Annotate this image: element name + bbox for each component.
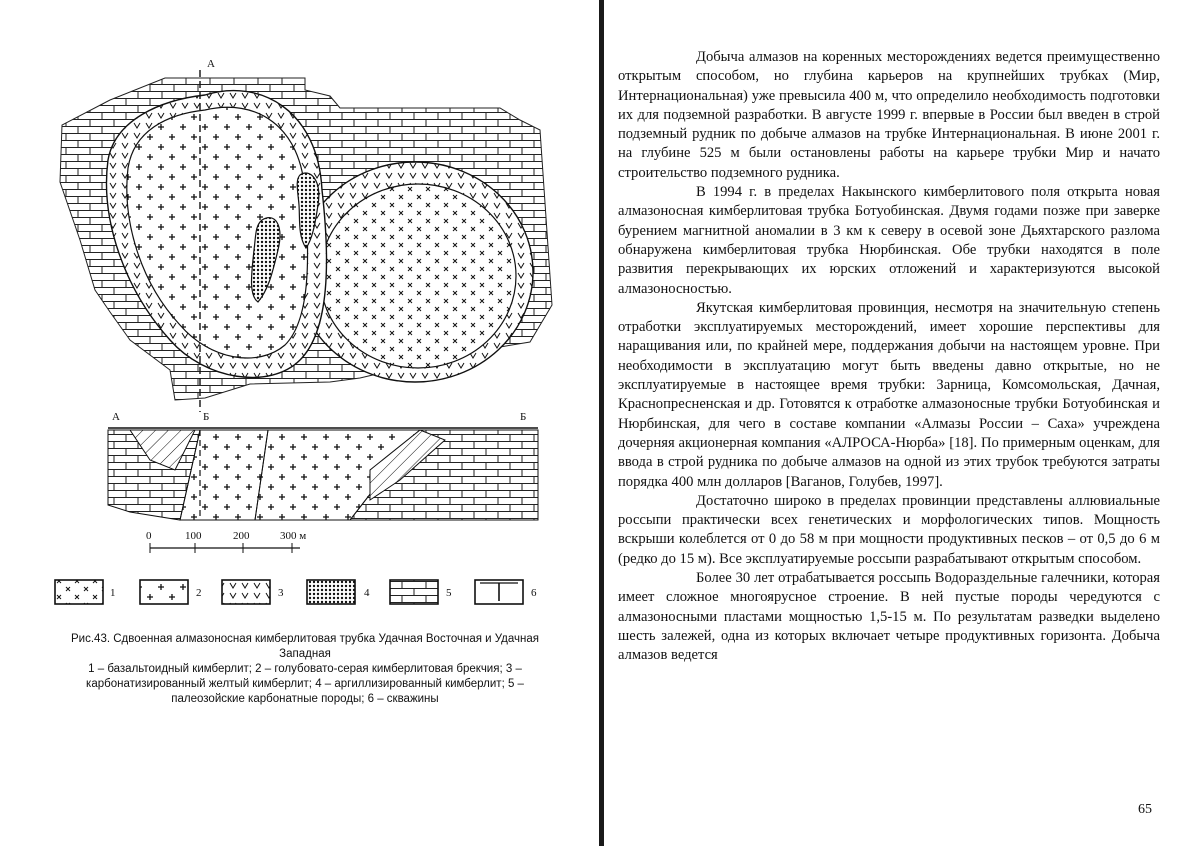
- legend-swatch-2: [140, 580, 188, 604]
- page-number: 65: [1138, 802, 1152, 817]
- legend-swatch-4: [307, 580, 355, 604]
- paragraph-3: Якутская кимберлитовая провинция, несмотря на значительную степень отработки эксплуатируемых месторождений, имеет хорошие перспективы для наращивания или, по крайней мере, поддержания добычи на настоящем уровне. При необходимости в эксплуатацию могут быть введены давно открытые, но не эксплуатируемые в настоящее время трубки: Зарница, Комсомольская, Дачная, Краснопресненская и др. Готовятся к отработке алмазоносные трубки Ботуобинская и Нюрбинская, для чего в составе компании «Алмазы России – Саха» учреждена дочерняя акционерная компания «АЛРОСА-Нюрба» [18]. По примерным оценкам, для ввода в строй рудника по добыче алмазов на одной из этих трубок требуются затраты порядка 400 млн долларов [Ваганов, Голубев, 1997].: [618, 299, 1160, 490]
- legend-num-2: 2: [196, 587, 202, 599]
- right-page: [606, 0, 1200, 846]
- figure-caption-title: Рис.43. Сдвоенная алмазоносная кимберлитовая трубка Удачная Восточная и Удачная Западная: [71, 633, 539, 660]
- paragraph-1: Добыча алмазов на коренных месторождениях ведется преимущественно открытым способом, но глубина карьеров на крупнейших трубках (Мир, Интернациональная) уже превысила 400 м, что определило необходимость подготовки их для подземной разработки. В августе 1999 г. впервые в России был введен в строй подземный рудник по добыче алмазов на трубке Интернациональная. В июне 2001 г. на глубине 525 м были остановлены работы на карьере трубки Мир и начато строительство подземного рудника.: [618, 49, 1160, 181]
- left-page: [0, 0, 598, 846]
- label-b-right: Б: [520, 411, 527, 423]
- paragraph-2: В 1994 г. в пределах Накынского кимберлитового поля открыта новая алмазоносная кимберлитовая трубка Ботуобинская. Двумя годами позже при заверке бурением магнитной аномалии в 3 км к северу в осевой зоне Дьяхтарского разлома обнаружена кимберлитовая трубка Нюрбинская. Обе трубки находятся в поле развития перекрывающих их юрских отложений и характеризуются высокой алмазоносностью.: [618, 184, 1160, 297]
- book-spine: [599, 0, 604, 846]
- scale-tick-300: 300 м: [280, 530, 307, 542]
- legend-swatch-1: [55, 580, 103, 604]
- legend-num-1: 1: [110, 587, 116, 599]
- scale-tick-100: 100: [185, 530, 202, 542]
- legend: [55, 580, 537, 604]
- label-b-left: Б: [203, 411, 210, 423]
- label-a-bottom: A: [112, 411, 120, 423]
- legend-swatch-3: [222, 580, 270, 604]
- legend-num-4: 4: [364, 587, 370, 599]
- legend-num-6: 6: [531, 587, 537, 599]
- kimberlite-pipe-figure: [0, 0, 598, 630]
- paragraph-5: Более 30 лет отрабатывается россыпь Водораздельные галечники, которая имеет сложное многоярусное строение. В ней пустые породы чередуются с алмазоносными пластами мощностью 1,5-15 м. По результатам разведки выделено шесть залежей, одна из которых включает четыре продуктивных горизонта. Добыча алмазов ведется: [618, 570, 1160, 664]
- legend-swatch-5: [390, 580, 438, 604]
- paragraph-4: Достаточно широко в пределах провинции представлены аллювиальные россыпи практически всех генетических и морфологических типов. Мощность вскрыши колеблется от 0 до 58 м при мощности продуктивных песков – от 0,5 до 6 м (редко до 15 м). Все эксплуатируемые россыпи разрабатывают открытым способом.: [618, 492, 1160, 567]
- figure-caption-legend: 1 – базальтоидный кимберлит; 2 – голубовато-серая кимберлитовая брекчия; 3 – карбонатизированный желтый кимберлит; 4 – аргиллизированный кимберлит; 5 – палеозойские карбонатные породы; 6 – скважины: [86, 663, 524, 705]
- legend-num-5: 5: [446, 587, 452, 599]
- legend-num-3: 3: [278, 587, 284, 599]
- scale-tick-200: 200: [233, 530, 250, 542]
- figure-caption: [60, 632, 550, 707]
- scale-tick-0: 0: [146, 530, 152, 542]
- body-text: [618, 48, 1160, 666]
- label-a-top: A: [207, 58, 215, 70]
